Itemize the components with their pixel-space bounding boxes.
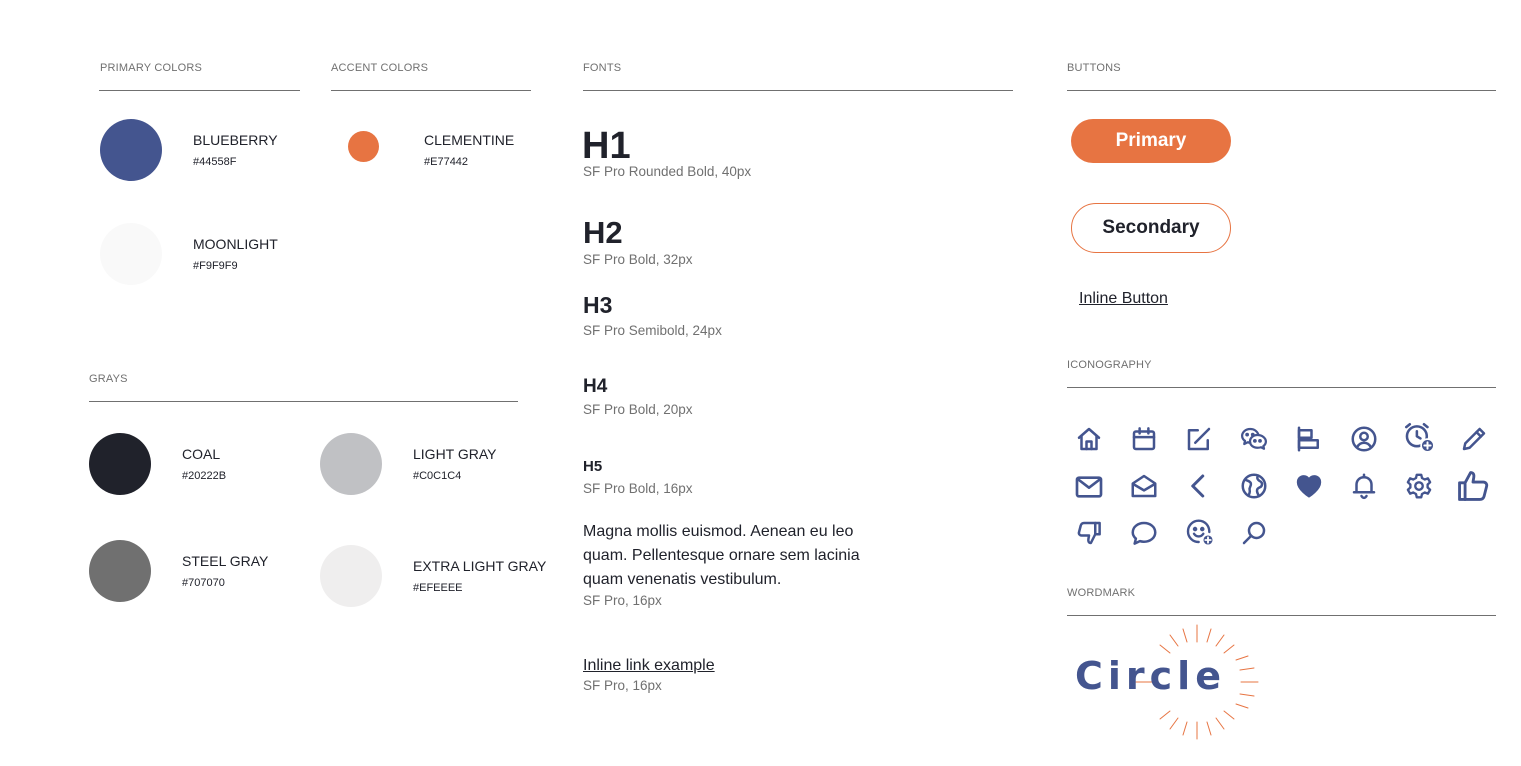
wechat-icon [1239,424,1269,454]
h5-sample: H5 [583,458,603,475]
body-text-description: SF Pro, 16px [583,593,662,608]
buttons-divider [1067,90,1496,91]
extra-light-gray-hex: #EFEEEE [413,582,463,594]
fonts-divider [583,90,1013,91]
wordmark-label: WORDMARK [1067,587,1136,599]
fonts-label: FONTS [583,62,622,74]
blueberry-hex: #44558F [193,156,237,168]
clementine-hex: #E77442 [424,156,469,168]
h3-description: SF Pro Semibold, 24px [583,323,722,338]
accent-colors-divider [331,90,531,91]
h2-sample: H2 [583,215,623,250]
moonlight-swatch [100,223,162,285]
home-icon [1074,424,1104,454]
search-icon [1239,518,1269,548]
chevron-left-icon [1184,471,1214,501]
heart-icon [1294,471,1324,501]
body-text-sample: Magna mollis euismod. Aenean eu leo quam. Pellentesque ornare sem lacinia quam venenatis vestibulum. [583,523,860,588]
wordmark-divider [1067,615,1496,616]
coal-name: COAL [182,446,221,462]
clementine-swatch [348,131,379,162]
primary-button[interactable]: Primary [1071,119,1231,163]
thumbs-up-icon [1454,466,1492,506]
primary-colors-divider [99,90,300,91]
blueberry-name: BLUEBERRY [193,132,278,148]
chat-bubble-icon [1129,518,1159,548]
h5-description: SF Pro Bold, 16px [583,481,693,496]
edit-icon [1184,424,1214,454]
extra-light-gray-swatch [320,545,382,607]
extra-light-gray-name: EXTRA LIGHT GRAY [413,558,547,574]
steel-gray-name: STEEL GRAY [182,553,269,569]
mail-icon [1073,471,1105,503]
globe-icon [1239,471,1269,501]
moonlight-name: MOONLIGHT [193,236,278,252]
inline-link-description: SF Pro, 16px [583,678,662,693]
pencil-icon [1459,424,1489,454]
light-gray-swatch [320,433,382,495]
inline-button[interactable]: Inline Button [1079,290,1168,307]
h3-sample: H3 [583,292,613,318]
h1-sample: H1 [582,125,631,167]
user-circle-icon [1349,424,1379,454]
h4-sample: H4 [583,376,608,397]
iconography-label: ICONOGRAPHY [1067,359,1152,371]
mail-open-icon [1129,471,1159,501]
alarm-add-icon [1402,420,1436,454]
h4-description: SF Pro Bold, 20px [583,402,693,417]
gear-icon [1404,471,1434,501]
thumbs-down-icon [1074,518,1104,548]
primary-colors-label: PRIMARY COLORS [100,62,203,74]
bell-icon [1349,471,1379,501]
h1-description: SF Pro Rounded Bold, 40px [583,164,752,179]
align-left-icon [1294,424,1324,454]
grays-divider [89,401,518,402]
coal-swatch [89,433,151,495]
wordmark-text: Circle [1075,654,1226,698]
h2-description: SF Pro Bold, 32px [583,252,693,267]
coal-hex: #20222B [182,470,227,482]
steel-gray-swatch [89,540,151,602]
secondary-button[interactable]: Secondary [1071,203,1231,253]
inline-link-example[interactable]: Inline link example [583,657,715,674]
steel-gray-hex: #707070 [182,577,225,589]
light-gray-name: LIGHT GRAY [413,446,497,462]
light-gray-hex: #C0C1C4 [413,470,462,482]
calendar-icon [1129,424,1159,454]
blueberry-swatch [100,119,162,181]
grays-label: GRAYS [89,373,128,385]
emoji-add-icon [1184,516,1216,548]
clementine-name: CLEMENTINE [424,132,515,148]
iconography-divider [1067,387,1496,388]
circle-wordmark-logo [1070,622,1260,742]
moonlight-hex: #F9F9F9 [193,260,238,272]
accent-colors-label: ACCENT COLORS [331,62,429,74]
buttons-label: BUTTONS [1067,62,1121,74]
